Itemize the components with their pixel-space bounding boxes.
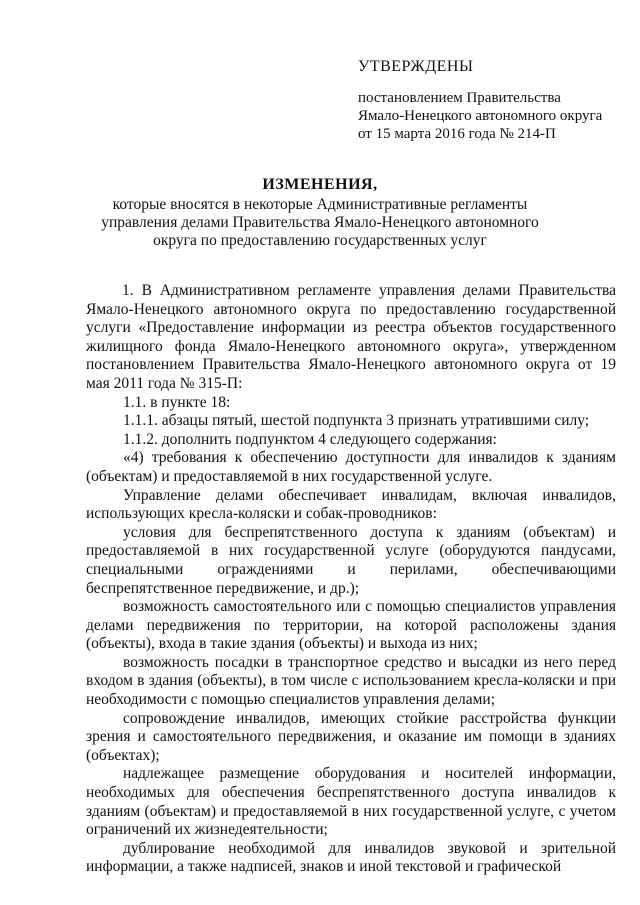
- paragraph-12: дублирование необходимой для инвалидов звуковой и зрительной информации, а также надписей, знаков и иной текстовой и графической: [86, 839, 616, 876]
- paragraph-11: надлежащее размещение оборудования и носителей информации, необходимых для обеспечения беспрепятственного доступа инвалидов к зданиям (объектам) и предоставляемой в них государственной услуге, с учетом ограничений их жизнедеятельности;: [86, 765, 616, 839]
- document-title: ИЗМЕНЕНИЯ,: [262, 176, 378, 193]
- subtitle-line-2: управления делами Правительства Ямало-Ненецкого автономного: [101, 214, 539, 231]
- paragraph-7: условия для беспрепятственного доступа к зданиям (объектам) и предоставляемой в них государственной услуге (оборудуются пандусами, специальными ограждениями и перилами, обеспечивающими беспрепятственное передвижение, и др.);: [86, 523, 616, 597]
- approval-line-1: постановлением Правительства: [358, 90, 561, 106]
- paragraph-9: возможность посадки в транспортное средство и высадки из него перед входом в здания (объекты), в том числе с использованием кресла-коляски и при необходимости с помощью специалистов управления делами;: [86, 653, 616, 709]
- paragraph-2: 1.1. в пункте 18:: [123, 393, 231, 411]
- subtitle-line-1: которые вносятся в некоторые Административные регламенты: [112, 196, 528, 213]
- paragraph-6: Управление делами обеспечивает инвалидам, включая инвалидов, использующих кресла-коляски и собак-проводников:: [86, 486, 616, 523]
- paragraph-3: 1.1.1. абзацы пятый, шестой подпункта 3 признать утратившими силу;: [123, 412, 590, 430]
- paragraph-1: 1. В Административном регламенте управления делами Правительства Ямало-Ненецкого автономного округа по предоставлению государственной услуги «Предоставление информации из реестра объектов государственного жилищного фонда Ямало-Ненецкого автономного округа», утвержденном постановлением Правительства Ямало-Ненецкого автономного округа от 19 мая 2011 года № 315-П:: [86, 282, 616, 392]
- approval-line-2: Ямало-Ненецкого автономного округа: [358, 108, 603, 124]
- document-title-block: [80, 176, 560, 250]
- approval-line-3: от 15 марта 2016 года № 214-П: [358, 126, 556, 142]
- paragraph-4: 1.1.2. дополнить подпунктом 4 следующего содержания:: [123, 430, 497, 448]
- paragraph-10: сопровождение инвалидов, имеющих стойкие расстройства функции зрения и самостоятельного передвижения, и оказание им помощи в зданиях (объектах);: [86, 709, 616, 764]
- approval-label: УТВЕРЖДЕНЫ: [358, 58, 474, 75]
- subtitle-line-3: округа по предоставлению государственных услуг: [153, 232, 487, 249]
- paragraph-8: возможность самостоятельного или с помощью специалистов управления делами передвижения по территории, на которой расположены здания (объекты), входа в такие здания (объекты) и выхода из них;: [86, 598, 616, 653]
- paragraph-5: «4) требования к обеспечению доступности для инвалидов к зданиям (объектам) и предоставляемой в них государственной услуге.: [86, 449, 616, 485]
- approval-block: [358, 58, 618, 143]
- document-body: [86, 282, 616, 877]
